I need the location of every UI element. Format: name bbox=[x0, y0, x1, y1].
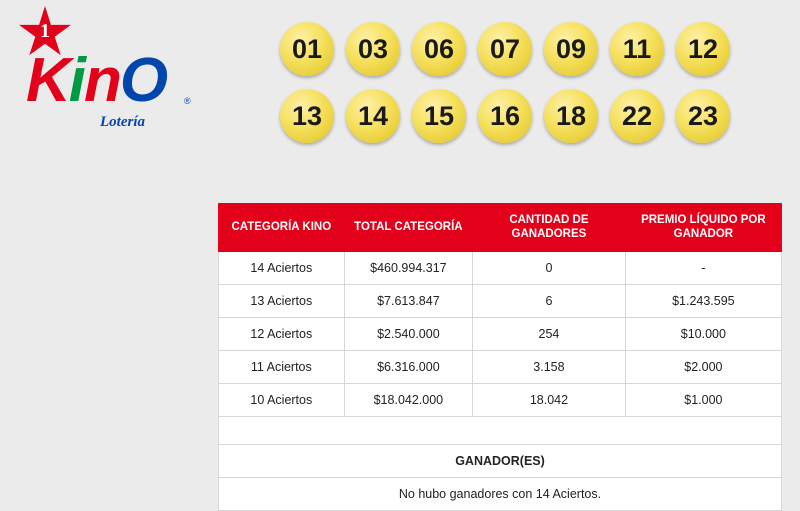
cell-total: $7.613.847 bbox=[344, 284, 473, 317]
cell-ganadores: 3.158 bbox=[473, 350, 626, 383]
winners-message-row bbox=[219, 477, 782, 510]
column-header-categoria-label: CATEGORÍA KINO bbox=[231, 221, 332, 234]
number-ball: 13 bbox=[280, 89, 334, 143]
table-row bbox=[219, 383, 782, 416]
ball-row-2 bbox=[280, 89, 760, 143]
winners-message: No hubo ganadores con 14 Aciertos. bbox=[219, 477, 782, 510]
cell-premio: $1.243.595 bbox=[625, 284, 781, 317]
cell-ganadores: 0 bbox=[473, 251, 626, 284]
cell-ganadores: 6 bbox=[473, 284, 626, 317]
number-ball: 22 bbox=[610, 89, 664, 143]
brand-letter-o: O bbox=[119, 46, 167, 115]
cell-premio: $2.000 bbox=[625, 350, 781, 383]
column-header-categoria bbox=[219, 204, 345, 252]
brand-wordmark bbox=[26, 46, 167, 115]
ball-row-1 bbox=[280, 22, 760, 76]
winners-header-label: GANADOR(ES) bbox=[219, 444, 782, 477]
number-ball: 01 bbox=[280, 22, 334, 76]
winning-numbers bbox=[280, 22, 760, 156]
star-number: 1 bbox=[40, 20, 50, 42]
table-row bbox=[219, 284, 782, 317]
number-ball: 12 bbox=[676, 22, 730, 76]
cell-premio: $1.000 bbox=[625, 383, 781, 416]
number-ball: 06 bbox=[412, 22, 466, 76]
brand-letter-k: K bbox=[26, 46, 69, 115]
table-row bbox=[219, 317, 782, 350]
brand-letter-n: n bbox=[84, 46, 120, 115]
cell-total: $18.042.000 bbox=[344, 383, 473, 416]
number-ball: 16 bbox=[478, 89, 532, 143]
number-ball: 14 bbox=[346, 89, 400, 143]
table-spacer bbox=[219, 416, 782, 444]
cell-ganadores: 254 bbox=[473, 317, 626, 350]
winners-header-row bbox=[219, 444, 782, 477]
number-ball: 23 bbox=[676, 89, 730, 143]
cell-premio: - bbox=[625, 251, 781, 284]
cell-ganadores: 18.042 bbox=[473, 383, 626, 416]
number-ball: 07 bbox=[478, 22, 532, 76]
cell-total: $6.316.000 bbox=[344, 350, 473, 383]
registered-mark: ® bbox=[184, 96, 191, 106]
column-header-premio bbox=[625, 204, 781, 252]
number-ball: 15 bbox=[412, 89, 466, 143]
column-header-premio-label: PREMIO LÍQUIDO POR GANADOR bbox=[641, 214, 766, 241]
cell-total: $460.994.317 bbox=[344, 251, 473, 284]
cell-categoria: 11 Aciertos bbox=[219, 350, 345, 383]
column-header-ganadores-label: CANTIDAD DE GANADORES bbox=[509, 214, 589, 241]
table-header bbox=[219, 204, 782, 252]
table-header-row bbox=[219, 204, 782, 252]
number-ball: 11 bbox=[610, 22, 664, 76]
brand-subtitle: Lotería bbox=[100, 114, 145, 130]
table-row bbox=[219, 350, 782, 383]
table-body bbox=[219, 251, 782, 510]
brand-letter-i: i bbox=[68, 46, 85, 115]
prize-table bbox=[218, 203, 782, 511]
table-spacer-cell bbox=[219, 416, 782, 444]
kino-logo bbox=[8, 6, 208, 156]
number-ball: 03 bbox=[346, 22, 400, 76]
number-ball: 09 bbox=[544, 22, 598, 76]
cell-premio: $10.000 bbox=[625, 317, 781, 350]
column-header-total bbox=[344, 204, 473, 252]
cell-categoria: 13 Aciertos bbox=[219, 284, 345, 317]
cell-categoria: 10 Aciertos bbox=[219, 383, 345, 416]
cell-categoria: 14 Aciertos bbox=[219, 251, 345, 284]
cell-categoria: 12 Aciertos bbox=[219, 317, 345, 350]
number-ball: 18 bbox=[544, 89, 598, 143]
cell-total: $2.540.000 bbox=[344, 317, 473, 350]
column-header-ganadores bbox=[473, 204, 626, 252]
column-header-total-label: TOTAL CATEGORÍA bbox=[354, 221, 463, 234]
table-row bbox=[219, 251, 782, 284]
